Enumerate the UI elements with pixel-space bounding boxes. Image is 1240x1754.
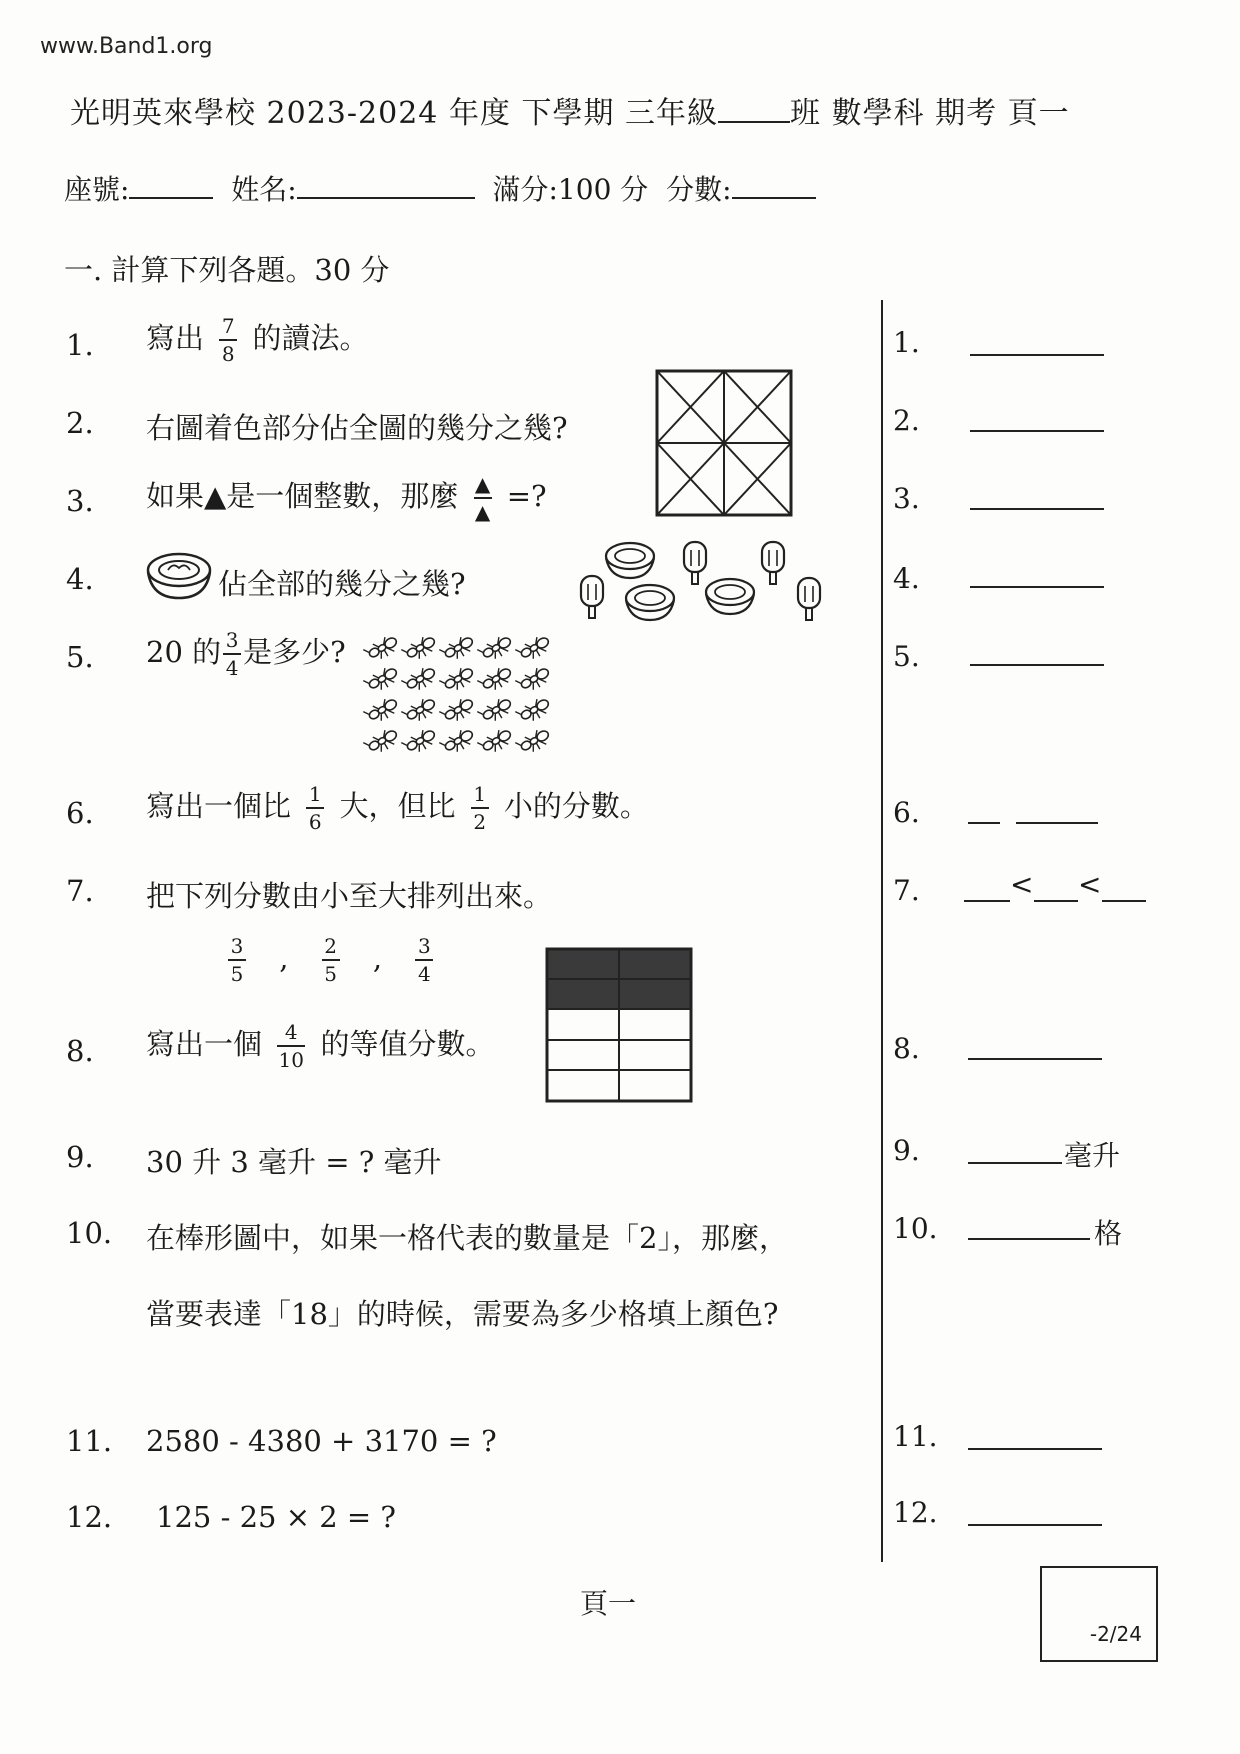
- score-label: 分數:: [666, 173, 732, 206]
- school-name: 光明英來學校: [70, 96, 256, 131]
- answer-9-unit: 毫升: [1064, 1139, 1121, 1172]
- less-than-sign: <: [1078, 868, 1102, 901]
- class-suffix: 班: [790, 96, 822, 131]
- ant-icon: [363, 664, 401, 696]
- question-1-text: 寫出 $\frac{7}{8}$ 的讀法。: [146, 314, 369, 366]
- question-number: 12.: [66, 1500, 113, 1534]
- question-number: 11.: [66, 1424, 113, 1458]
- ant-icon: [477, 633, 515, 665]
- bowl-icon: [606, 543, 654, 578]
- year-suffix: 年度: [448, 96, 511, 131]
- seat-blank[interactable]: [129, 173, 213, 199]
- answer-number: 2.: [893, 404, 920, 437]
- subject: 數學科: [831, 96, 925, 131]
- exam-header: [70, 88, 1070, 132]
- answer-number: 10.: [893, 1212, 938, 1245]
- page-number-box: [1040, 1566, 1158, 1662]
- answer-number: 8.: [893, 1032, 920, 1065]
- fraction: $\frac{1}{2}$: [471, 784, 489, 832]
- grade: 三年級: [625, 96, 719, 131]
- bowls-and-popsicles-figure: [578, 538, 838, 634]
- popsicle-icon: [798, 578, 820, 620]
- answer-6-blank-b[interactable]: [1016, 820, 1098, 824]
- fraction: $\frac{4}{10}$: [278, 1020, 304, 1072]
- bowl-icon: [146, 550, 212, 602]
- answer-number: 9.: [893, 1134, 920, 1167]
- question-12-text: 125 - 25 × 2 = ?: [156, 1500, 396, 1534]
- less-than-sign: <: [1010, 868, 1034, 901]
- answer-number: 6.: [893, 796, 920, 829]
- ant-icon: [363, 633, 401, 665]
- ant-icon: [477, 695, 515, 727]
- answer-10-unit: 格: [1094, 1217, 1123, 1250]
- answer-8-blank[interactable]: [968, 1056, 1102, 1060]
- page-number: -2/24: [1089, 1622, 1142, 1646]
- answer-5-blank[interactable]: [970, 662, 1104, 666]
- fraction: $\frac{2}{5}$: [322, 936, 340, 984]
- shaded-rectangle-figure: [546, 948, 692, 1102]
- triangle-fraction: $\frac{▲}{▲}$: [474, 472, 491, 524]
- ant-icon: [477, 726, 515, 758]
- ant-icon: [439, 726, 477, 758]
- question-4-text: 佔全部的幾分之幾?: [218, 567, 466, 601]
- answer-3-blank[interactable]: [970, 506, 1104, 510]
- answer-1-blank[interactable]: [970, 352, 1104, 356]
- fraction: $\frac{3}{5}$: [228, 936, 246, 984]
- term: 下學期: [521, 96, 615, 131]
- answer-number: 12.: [893, 1496, 938, 1529]
- question-3-text: 如果▲是一個整數，那麼 $\frac{▲}{▲}$ =?: [146, 472, 547, 524]
- question-number: 4.: [66, 562, 94, 596]
- full-marks: 滿分:100 分: [492, 173, 649, 206]
- question-7-text: 把下列分數由小至大排列出來。: [146, 879, 553, 913]
- popsicle-icon: [762, 542, 784, 584]
- ant-icon: [401, 695, 439, 727]
- question-number: 6.: [66, 796, 94, 830]
- question-11-text: 2580 - 4380 + 3170 = ?: [146, 1424, 497, 1458]
- question-number: 5.: [66, 640, 94, 674]
- popsicle-icon: [581, 576, 603, 618]
- question-number: 10.: [66, 1216, 113, 1250]
- name-blank[interactable]: [297, 173, 475, 199]
- answer-2-blank[interactable]: [970, 428, 1104, 432]
- answer-4-blank[interactable]: [970, 584, 1104, 588]
- question-number: 7.: [66, 874, 94, 908]
- school-year: 2023-2024: [266, 96, 439, 131]
- exam-type: 期考: [935, 96, 998, 131]
- class-blank[interactable]: [718, 97, 790, 123]
- ant-icon: [439, 633, 477, 665]
- answer-number: 7.: [893, 874, 920, 907]
- answer-6-blank-a[interactable]: [968, 820, 1000, 824]
- fraction: $\frac{3}{4}$: [223, 630, 241, 678]
- answer-7-blank-2[interactable]: [1034, 898, 1078, 902]
- ant-icon: [439, 695, 477, 727]
- question-9-text: 30 升 3 毫升 = ? 毫升: [146, 1145, 442, 1179]
- answer-number: 3.: [893, 482, 920, 515]
- ant-icon: [401, 633, 439, 665]
- answer-7-blank-1[interactable]: [964, 898, 1010, 902]
- student-info: [64, 168, 816, 208]
- question-6-text: 寫出一個比 $\frac{1}{6}$ 大，但比 $\frac{1}{2}$ 小的分數。: [146, 782, 649, 834]
- question-number: 1.: [66, 328, 94, 362]
- question-number: 3.: [66, 484, 94, 518]
- question-5-text: 20 的 $\frac{3}{4}$ 是多少?: [146, 628, 346, 680]
- section-title: 一. 計算下列各題。30 分: [64, 253, 390, 287]
- question-number: 2.: [66, 406, 94, 440]
- square-grid-figure: [656, 370, 792, 516]
- fraction: $\frac{7}{8}$: [219, 316, 237, 364]
- ants-figure: [368, 634, 568, 764]
- ant-icon: [401, 726, 439, 758]
- question-10-text-line2: 當要表達「18」的時候，需要為多少格填上顏色?: [146, 1297, 779, 1331]
- answer-12-blank[interactable]: [968, 1522, 1102, 1526]
- seat-label: 座號:: [64, 173, 130, 206]
- ant-icon: [363, 695, 401, 727]
- ant-icon: [363, 726, 401, 758]
- fraction: $\frac{1}{6}$: [306, 784, 324, 832]
- ant-icon: [515, 664, 553, 696]
- answer-11-blank[interactable]: [968, 1446, 1102, 1450]
- answer-number: 5.: [893, 640, 920, 673]
- ant-icon: [477, 664, 515, 696]
- score-blank[interactable]: [732, 173, 816, 199]
- answer-number: 11.: [893, 1420, 938, 1453]
- ant-icon: [401, 664, 439, 696]
- question-number: 9.: [66, 1140, 94, 1174]
- answer-7-blank-3[interactable]: [1102, 898, 1146, 902]
- question-number: 8.: [66, 1034, 94, 1068]
- ant-icon: [515, 633, 553, 665]
- popsicle-icon: [684, 542, 706, 584]
- answer-number: 1.: [893, 326, 920, 359]
- bowl-icon: [626, 585, 674, 620]
- name-label: 姓名:: [231, 173, 297, 206]
- ant-icon: [439, 664, 477, 696]
- bowl-icon: [706, 579, 754, 614]
- q7-fraction-list: $\frac{3}{5}$ , $\frac{2}{5}$ , $\frac{3}{4}$: [222, 936, 439, 984]
- footer-page-label: 頁一: [580, 1587, 637, 1620]
- ant-icon: [515, 695, 553, 727]
- ant-icon: [515, 726, 553, 758]
- answer-number: 4.: [893, 562, 920, 595]
- question-10-text: 在棒形圖中，如果一格代表的數量是「2」，那麼，: [146, 1221, 788, 1255]
- answer-10-blank[interactable]: [968, 1236, 1090, 1240]
- header-page: 頁一: [1007, 96, 1070, 131]
- answer-column-divider: [881, 300, 883, 1562]
- watermark: www.Band1.org: [40, 34, 213, 59]
- fraction: $\frac{3}{4}$: [415, 936, 433, 984]
- question-8-text: 寫出一個 $\frac{4}{10}$ 的等值分數。: [146, 1020, 495, 1072]
- answer-9-blank[interactable]: [968, 1160, 1062, 1164]
- question-2-text: 右圖着色部分佔全圖的幾分之幾?: [146, 411, 568, 445]
